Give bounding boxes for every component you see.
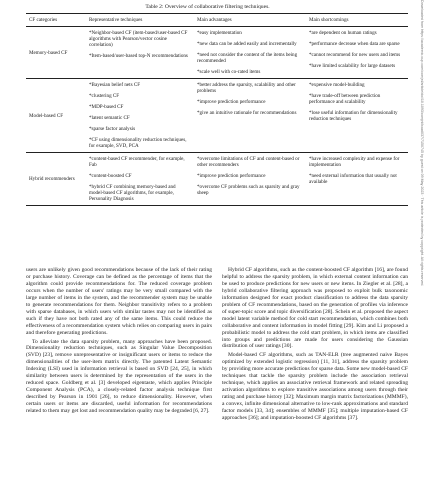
advantage-item: *overcome limitations of CF and content-based or other recommenders — [197, 156, 300, 168]
advantage-item: *new data can be added easily and incrementally — [197, 41, 297, 47]
cf-overview-table — [26, 13, 408, 206]
header-advantages: Main advantages — [194, 14, 306, 27]
techniques-cell — [86, 27, 194, 79]
technique-item: *sparse factor analysis — [89, 126, 136, 132]
advantages-cell — [194, 27, 306, 79]
technique-item: *CF using dimensionality reduction techniques, for example, SVD, PCA — [89, 137, 187, 149]
shortcomings-cell — [306, 79, 408, 153]
advantage-item: *need not consider the content of the items being recommended — [197, 52, 298, 64]
body-column-left — [26, 267, 212, 417]
body-paragraph: To alleviate the data sparsity problem, many approaches have been proposed. Dimensionality reduction techniques, such as Singular Value Decomposition (SVD) [23], remove unrepresentative or insignificant users or items to reduce the dimensionalities of the user-item matrix directly. The patented Latent Semantic Indexing (LSI) used in information retrieval is based on SVD [24, 25], in which similarity between users is determined by the representation of the users in the reduced space. Goldberg et al. [3] developed eigentaste, which applies Principle Component Analysis (PCA), a closely-related factor analysis technique first described by Pearson in 1901 [26], to reduce dimensionality. However, when certain users or items are discarded, useful information for recommendations related to them may get lost and recommendation quality may be degraded [6, 27]. — [26, 338, 212, 415]
shortcoming-item: *are dependent on human ratings — [309, 30, 377, 36]
advantages-cell — [194, 153, 306, 206]
table-header-row — [26, 14, 408, 27]
shortcoming-item: *need external information that usually not available — [309, 173, 397, 185]
shortcoming-item: *have trade-off between prediction performance and scalability — [309, 93, 381, 105]
category-name: Model-based CF — [26, 79, 86, 153]
technique-item: *latent semantic CF — [89, 115, 130, 121]
advantage-item: *better address the sparsity, scalability and other problems — [197, 82, 296, 94]
advantage-item: *easy implementation — [197, 30, 242, 36]
shortcoming-item: *performance decrease when data are sparse — [309, 41, 400, 47]
advantage-item: *overcome CF problems such as sparsity and gray sheep — [197, 184, 300, 196]
shortcoming-item: *have increased complexity and expense for implementation — [309, 156, 400, 168]
shortcomings-cell — [306, 27, 408, 79]
download-notice: Downloaded from https://academic.oup.com/comjnl/article/doi/10.1093/comjnl/bxad037/7150745 by guest on 09 May 2023 · This article is protected by copyright. All rights reserved. — [420, 0, 424, 287]
body-paragraph: users are unlikely given good recommendations because of the lack of their rating or purchase history. Coverage can be defined as the percentage of items that the algorithm could provide recommendations for. The reduced coverage problem occurs when the number of users' ratings may be very small compared with the large number of items in the system, and the recommender system may be unable to generate recommendations for them. Neighbor transitivity refers to a problem with sparse databases, in which users with similar tastes may not be identified as such if they have not both rated any of the same items. This could reduce the effectiveness of a recommendation system which relies on comparing users in pairs and therefore generating predictions. — [26, 267, 212, 336]
header-techniques: Representative techniques — [86, 14, 194, 27]
category-name: Memory-based CF — [26, 27, 86, 79]
advantages-cell — [194, 79, 306, 153]
technique-item: *MDP-based CF — [89, 104, 124, 110]
shortcoming-item: *lose useful information for dimensionality reduction techniques — [309, 110, 398, 122]
technique-item: *clustering CF — [89, 93, 120, 99]
table-row-model-based — [26, 79, 408, 153]
table-caption: Table 2: Overview of collaborative filtering techniques. — [145, 4, 270, 10]
header-categories: CF categories — [26, 14, 86, 27]
techniques-cell — [86, 153, 194, 206]
header-shortcomings: Main shortcomings — [306, 14, 408, 27]
category-name: Hybrid recommenders — [26, 153, 86, 206]
techniques-cell — [86, 79, 194, 153]
technique-item: *content-based CF recommender, for example, Fab — [89, 156, 185, 168]
advantage-item: *give an intuitive rationale for recommendations — [197, 110, 297, 116]
body-column-right — [222, 267, 408, 424]
technique-item: *content-boosted CF — [89, 173, 132, 179]
shortcoming-item: *have limited scalability for large datasets — [309, 63, 396, 69]
advantage-item: *scale well with co-rated items — [197, 69, 261, 75]
advantage-item: *improve prediction performance — [197, 173, 266, 179]
body-paragraph: Hybrid CF algorithms, such as the content-boosted CF algorithm [16], are found helpful to address the sparsity problem, in which external content information can be used to produce predictions for new users or new items. In Ziegler et al. [28], a hybrid collaborative filtering approach was proposed to exploit bulk taxonomic information designed for exact product classification to address the data sparsity problem of CF recommendations, based on the generation of profiles via inference of super-topic score and topic diversification [28]. Schein et al. proposed the aspect model latent variable method for cold start recommendation, which combines both collaborative and content information in model fitting [29]. Kim and Li proposed a probabilistic model to address the cold start problem, in which items are classified into groups and predictions are made for users considering the Gaussian distribution of user ratings [30]. — [222, 267, 408, 350]
technique-item: *Item-based/user-based top-N recommendations — [89, 53, 188, 59]
shortcoming-item: *cannot recommend for new users and items — [309, 52, 401, 58]
shortcoming-item: *expensive model-building — [309, 82, 365, 88]
side-margin-note — [415, 0, 424, 500]
advantage-item: *improve prediction performance — [197, 99, 266, 105]
technique-item: *hybrid CF combining memory-based and model-based CF algorithms, for example, Personality Diagnosis — [89, 184, 176, 202]
technique-item: *Neighbor-based CF (item-based/user-based CF algorithms with Pearson/vector cosine correlation) — [89, 30, 188, 48]
table-row-hybrid — [26, 153, 408, 206]
shortcomings-cell — [306, 153, 408, 206]
table-row-memory-based — [26, 27, 408, 79]
technique-item: *Bayesian belief nets CF — [89, 82, 141, 88]
body-paragraph: Model-based CF algorithms, such as TAN-ELR (tree augmented naive Bayes optimized by extended logistic regression) [11, 31], address the sparsity problem by providing more accurate predictions for sparse data. Some new model-based CF techniques that tackle the sparsity problem include the association retrieval technique, which applies an associative retrieval framework and related spreading activation algorithms to explore transitive associations among users through their rating and purchase history [32]; Maximum margin matrix factorizations (MMMF), a convex, infinite dimensional alternative to low-rank approximations and standard factor models [33, 34]; ensembles of MMMF [35]; multiple imputation-based CF approaches [36]; and imputation-boosted CF algorithms [37]. — [222, 352, 408, 422]
